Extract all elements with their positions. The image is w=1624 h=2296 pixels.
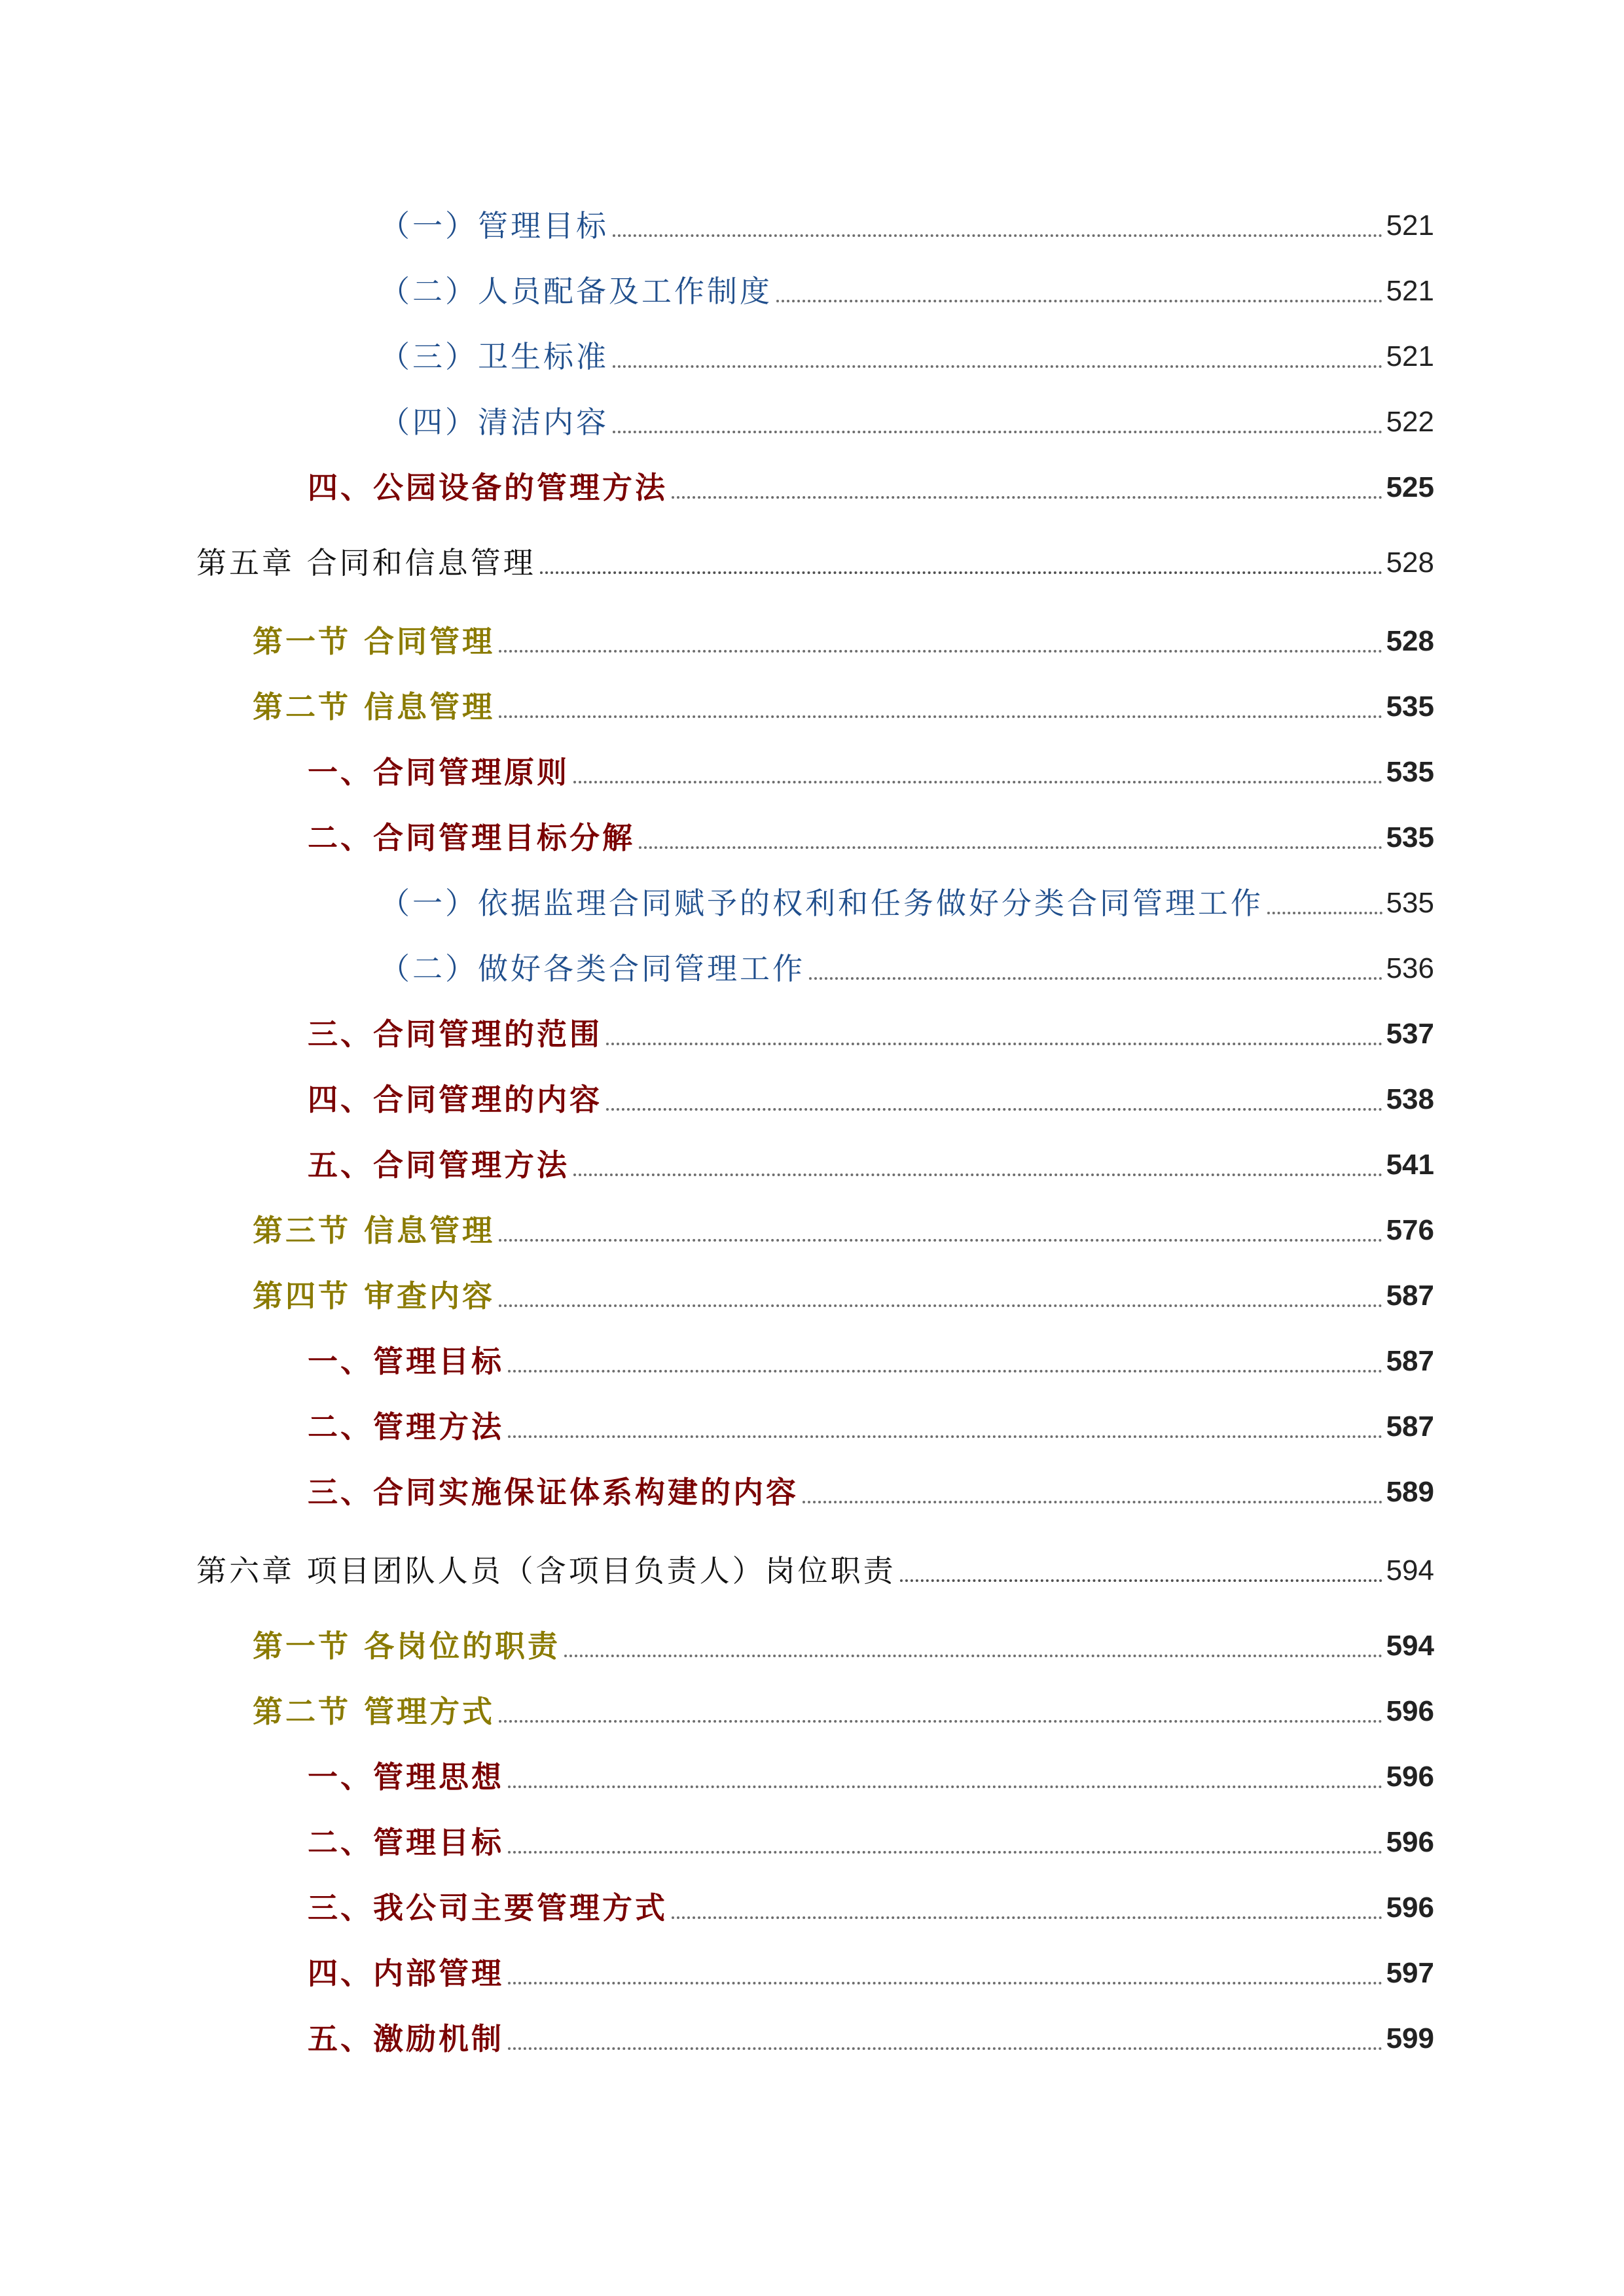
toc-dot-leader: [540, 571, 1382, 574]
toc-page-number: 522: [1386, 406, 1434, 438]
toc-entry[interactable]: [380, 203, 1434, 249]
toc-entry[interactable]: [253, 684, 1434, 730]
toc-entry-title: 二、管理目标: [308, 1825, 504, 1860]
toc-entry-title: 二、管理方法: [308, 1409, 504, 1444]
toc-entry[interactable]: [253, 1273, 1434, 1319]
toc-page-number: 596: [1386, 1761, 1434, 1793]
toc-entry[interactable]: [308, 1404, 1434, 1450]
toc-entry[interactable]: [308, 749, 1434, 795]
toc-page-number: 525: [1386, 471, 1434, 503]
toc-page-number: 596: [1386, 1826, 1434, 1858]
toc-entry-title: 三、我公司主要管理方式: [308, 1890, 668, 1926]
toc-dot-leader: [900, 1579, 1382, 1582]
toc-dot-leader: [672, 1916, 1382, 1919]
toc-page-number: 535: [1386, 821, 1434, 853]
toc-dot-leader: [499, 1720, 1382, 1723]
toc-entry-title: （二）做好各类合同管理工作: [380, 951, 805, 986]
toc-page-number: 596: [1386, 1695, 1434, 1727]
toc-page-number: 538: [1386, 1083, 1434, 1115]
toc-entry-title: 四、内部管理: [308, 1956, 504, 1991]
toc-entry[interactable]: [308, 1820, 1434, 1865]
toc-entry-title: 第六章 项目团队人员（含项目负责人）岗位职责: [196, 1553, 896, 1588]
toc-page-number: 576: [1386, 1214, 1434, 1246]
toc-page-number: 536: [1386, 952, 1434, 984]
toc-entry-title: （二）人员配备及工作制度: [380, 274, 772, 309]
toc-entry[interactable]: [253, 619, 1434, 664]
toc-dot-leader: [499, 715, 1382, 718]
toc-dot-leader: [499, 650, 1382, 653]
toc-dot-leader: [606, 1043, 1382, 1045]
toc-entry[interactable]: [308, 1142, 1434, 1188]
toc-page-number: 535: [1386, 887, 1434, 919]
toc-dot-leader: [573, 1174, 1382, 1176]
toc-entry-title: 第一节 合同管理: [253, 624, 496, 659]
toc-dot-leader: [776, 300, 1382, 302]
toc-page-number: 521: [1386, 209, 1434, 242]
toc-dot-leader: [613, 431, 1382, 433]
toc-entry-title: 二、合同管理目标分解: [308, 820, 635, 855]
toc-entry-title: 第二节 管理方式: [253, 1694, 496, 1729]
toc-entry[interactable]: [253, 1208, 1434, 1253]
toc-dot-leader: [508, 2047, 1382, 2050]
toc-page-number: 528: [1386, 625, 1434, 657]
toc-entry-title: 第二节 信息管理: [253, 689, 496, 725]
toc-page-number: 521: [1386, 340, 1434, 372]
toc-entry-title: 三、合同管理的范围: [308, 1016, 602, 1052]
toc-page-number: 594: [1386, 1630, 1434, 1662]
toc-entry-title: 一、合同管理原则: [308, 755, 569, 790]
toc-page-number: 535: [1386, 756, 1434, 788]
toc-page-number: 535: [1386, 691, 1434, 723]
toc-dot-leader: [508, 1982, 1382, 1984]
toc-entry[interactable]: [308, 465, 1434, 511]
toc-entry[interactable]: [380, 880, 1434, 926]
toc-dot-leader: [499, 1239, 1382, 1242]
toc-dot-leader: [564, 1655, 1382, 1657]
toc-page-number: 587: [1386, 1345, 1434, 1377]
toc-entry[interactable]: [380, 946, 1434, 992]
toc-page-number: 587: [1386, 1280, 1434, 1312]
toc-entry[interactable]: [253, 1623, 1434, 1669]
toc-entry[interactable]: [380, 334, 1434, 380]
toc-entry-title: 第一节 各岗位的职责: [253, 1628, 561, 1664]
toc-page-number: 597: [1386, 1957, 1434, 1989]
toc-entry[interactable]: [308, 1885, 1434, 1931]
toc-page-number: 587: [1386, 1410, 1434, 1443]
toc-entry[interactable]: [196, 1548, 1434, 1594]
toc-page-number: 541: [1386, 1149, 1434, 1181]
toc-dot-leader: [508, 1435, 1382, 1438]
toc-page-number: 537: [1386, 1018, 1434, 1050]
toc-entry[interactable]: [308, 2016, 1434, 2062]
toc-page-number: 594: [1386, 1554, 1434, 1587]
toc-entry-title: 五、合同管理方法: [308, 1147, 569, 1183]
toc-entry[interactable]: [380, 268, 1434, 314]
toc-entry-title: （一）依据监理合同赋予的权利和任务做好分类合同管理工作: [380, 886, 1263, 921]
toc-entry[interactable]: [308, 1338, 1434, 1384]
toc-entry-title: 四、合同管理的内容: [308, 1082, 602, 1117]
toc-dot-leader: [508, 1851, 1382, 1854]
toc-entry-title: 第五章 合同和信息管理: [196, 545, 536, 581]
toc-dot-leader: [613, 365, 1382, 368]
toc-entry[interactable]: [196, 540, 1434, 586]
toc-entry-title: 三、合同实施保证体系构建的内容: [308, 1475, 799, 1510]
toc-page-number: 528: [1386, 547, 1434, 579]
toc-entry-title: 四、公园设备的管理方法: [308, 470, 668, 505]
toc-entry[interactable]: [308, 1077, 1434, 1122]
toc-entry-title: （一）管理目标: [380, 208, 609, 243]
toc-entry[interactable]: [308, 1011, 1434, 1057]
toc-entry-title: （三）卫生标准: [380, 339, 609, 374]
toc-entry[interactable]: [380, 399, 1434, 445]
toc-entry-title: 一、管理思想: [308, 1759, 504, 1795]
toc-dot-leader: [508, 1370, 1382, 1372]
toc-entry[interactable]: [308, 1950, 1434, 1996]
toc-dot-leader: [1267, 912, 1382, 914]
toc-dot-leader: [803, 1501, 1382, 1503]
toc-entry[interactable]: [308, 815, 1434, 861]
toc-page-number: 521: [1386, 275, 1434, 307]
toc-page-number: 596: [1386, 1892, 1434, 1924]
toc-entry-title: 第四节 审查内容: [253, 1278, 496, 1314]
toc-entry-title: （四）清洁内容: [380, 404, 609, 440]
toc-dot-leader: [672, 496, 1382, 499]
toc-entry[interactable]: [308, 1469, 1434, 1515]
toc-dot-leader: [499, 1304, 1382, 1307]
toc-dot-leader: [639, 846, 1382, 849]
toc-entry[interactable]: [253, 1689, 1434, 1734]
toc-page-number: 599: [1386, 2022, 1434, 2054]
toc-dot-leader: [613, 234, 1382, 237]
toc-entry-title: 五、激励机制: [308, 2021, 504, 2056]
toc-dot-leader: [809, 977, 1382, 980]
toc-dot-leader: [606, 1108, 1382, 1111]
toc-page-number: 589: [1386, 1476, 1434, 1508]
toc-dot-leader: [508, 1785, 1382, 1788]
toc-entry-title: 第三节 信息管理: [253, 1213, 496, 1248]
toc-entry[interactable]: [308, 1754, 1434, 1800]
toc-entry-title: 一、管理目标: [308, 1344, 504, 1379]
toc-dot-leader: [573, 781, 1382, 783]
